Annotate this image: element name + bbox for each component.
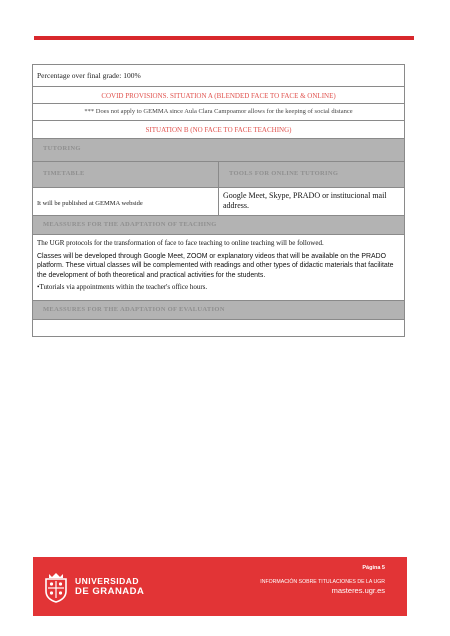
site-link[interactable]: masteres.ugr.es <box>331 586 385 595</box>
teaching-paragraph-3-text: Tutorials via appointments within the teacher's office hours. <box>39 283 208 292</box>
teaching-body <box>33 235 404 301</box>
grade-text: Percentage over final grade: 100% <box>37 71 141 80</box>
covid-situation-a-title: COVID PROVISIONS. SITUATION A (BLENDED FACE TO FACE & ONLINE) <box>101 92 336 100</box>
tutoring-heading: TUTORING <box>43 145 81 152</box>
teaching-paragraph-1: The UGR protocols for the transformation of face to face teaching to online teaching will be followed. <box>37 239 324 247</box>
covid-note: *** Does not apply to GEMMA since Aula Clara Campoamor allows for the keeping of social distance <box>84 108 353 115</box>
page-footer <box>33 557 407 616</box>
tutoring-header <box>33 139 404 162</box>
page-number: Página 5 <box>362 565 385 571</box>
bullet-icon: • <box>37 283 40 292</box>
teaching-paragraph-2: Classes will be developed through Google Meet, ZOOM or explanatory videos that will be available on the PRADO platform. These virtual classes will be complemented with readings and other types of didactic materials that facilitate the development of both theoretical and practical activities for the students. <box>37 252 394 279</box>
evaluation-header <box>33 301 404 320</box>
teaching-paragraph-3 <box>37 283 400 293</box>
guide-table <box>32 64 405 337</box>
top-rule <box>34 36 414 40</box>
tools-value: Google Meet, Skype, PRADO or institucional mail address. <box>223 191 387 210</box>
covid-situation-b-row <box>33 121 404 139</box>
tools-heading: TOOLS FOR ONLINE TUTORING <box>229 170 339 177</box>
covid-note-row <box>33 104 404 121</box>
tutoring-values-row <box>33 188 404 216</box>
tutoring-subheaders <box>33 162 404 188</box>
teaching-heading: MEASSURES FOR THE ADAPTATION OF TEACHING <box>43 221 217 228</box>
covid-situation-b-title: SITUATION B (NO FACE TO FACE TEACHING) <box>145 126 292 134</box>
teaching-header <box>33 216 404 235</box>
covid-situation-a-row <box>33 87 404 104</box>
university-name-line-1: UNIVERSIDAD <box>75 576 140 586</box>
grade-row <box>33 65 404 87</box>
university-crest-icon <box>43 571 69 603</box>
evaluation-body <box>33 320 404 336</box>
timetable-value: It will be published at GEMMA webside <box>33 188 219 215</box>
university-name-line-2: DE GRANADA <box>75 586 145 597</box>
guide-label: INFORMACIÓN SOBRE TITULACIONES DE LA UGR <box>260 579 385 585</box>
evaluation-heading: MEASSURES FOR THE ADAPTATION OF EVALUATION <box>43 305 225 313</box>
timetable-heading: TIMETABLE <box>33 162 219 187</box>
